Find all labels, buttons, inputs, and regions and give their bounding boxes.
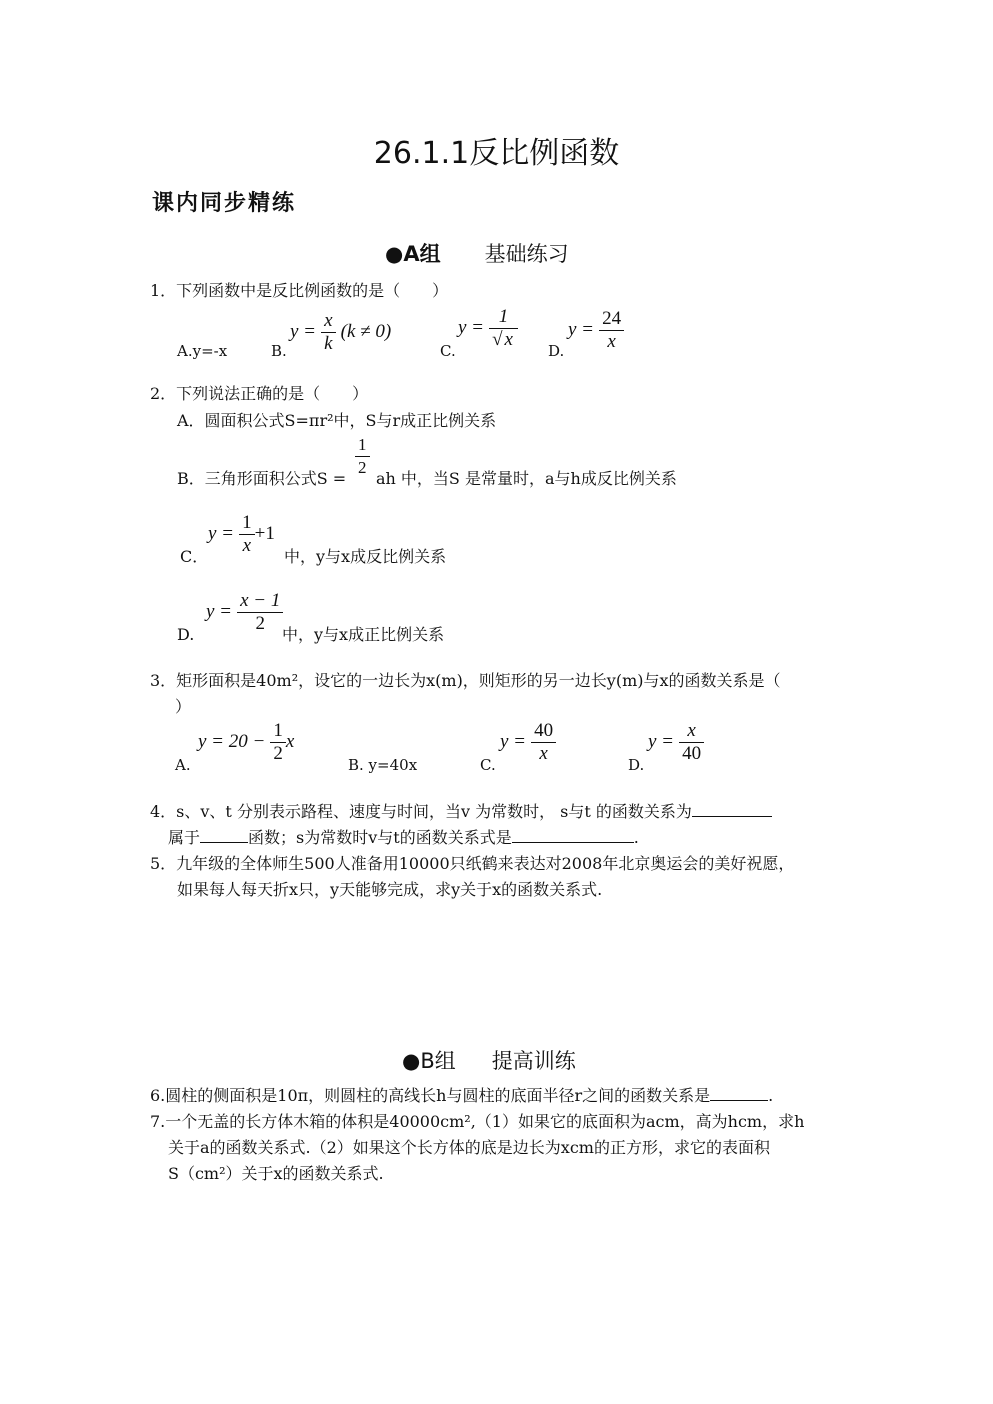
answer-blank [512,826,634,843]
question-6: 6.圆柱的侧面积是10π，则圆柱的高线长h与圆柱的底面半径r之间的函数关系是 . [150,1086,774,1105]
group-b-header [402,1045,576,1075]
question-2-option-b-post: ah 中，当S 是常量时，a与h成反比例关系 [376,469,677,488]
question-1-option-d-formula: y = $\frac{24}{x}$ [568,308,624,353]
question-4-line-2: 属于 函数；s为常数时v与t的函数关系式是 . [168,828,639,847]
question-1-option-d-label: D. [548,342,565,360]
question-2-option-c-label: C． [180,547,209,566]
question-3-option-a-formula: y = 20 − $\frac{1}{2}$ x [198,720,295,764]
group-a-label: 基础练习 [484,242,569,266]
question-3-option-c-label: C. [480,756,496,774]
question-7-line-3: S（cm²）关于x的函数关系式. [168,1164,384,1183]
group-b-name: B组 [420,1049,456,1073]
question-1-option-c-formula: y = $\frac{1}{√ x}$ [458,306,518,351]
bullet-icon: ● [385,242,404,266]
fraction: $\frac{1}{x}$ [239,512,255,557]
bullet-icon: ● [402,1049,421,1073]
question-3-option-b: B. y=40x [348,756,418,774]
question-2-option-c-formula: y = $\frac{1}{x}$ +1 [208,512,275,556]
fraction: $\frac{40}{x}$ [531,720,556,765]
question-2-option-b-fraction: $\frac{1}{2}$ [355,434,370,479]
question-5-line-2: 如果每人每天折x只，y天能够完成，求y关于x的函数关系式. [177,880,603,899]
question-1-stem: 1．下列函数中是反比例函数的是（ ） [150,281,449,300]
question-1-option-b-formula: y = $\frac{x}{k}$ (k ≠ 0) [290,310,392,354]
question-4-line-1: 4．s、v、t 分别表示路程、速度与时间，当v 为常数时， s与t 的函数关系为 [150,799,772,825]
question-3-option-c-formula: y = $\frac{40}{x}$ [500,720,556,765]
page-title: 26.1.1反比例函数 [373,136,620,171]
question-3-stem: 3．矩形面积是40m²，设它的一边长为x(m)，则矩形的另一边长y(m)与x的函数关系是（ [150,671,781,690]
fraction: $\frac{1}{2}$ [270,720,286,765]
question-3-option-d-label: D. [628,756,645,774]
question-2-option-a: A．圆面积公式S=πr²中，S与r成正比例关系 [177,411,497,430]
section-subtitle: 课内同步精练 [152,191,297,216]
group-a-name: A组 [403,242,441,266]
question-1-option-b-label: B. [271,342,287,360]
question-2-option-d-label: D. [177,625,195,644]
question-2-option-d-formula: y = $\frac{x - 1}{2}$ [206,590,283,635]
fraction: $\frac{x}{40}$ [679,720,704,765]
question-2-option-c-post: 中，y与x成反比例关系 [284,547,447,566]
sqrt-icon: √ [492,329,503,350]
question-7-line-1: 7.一个无盖的长方体木箱的体积是40000cm²,（1）如果它的底面积为acm，高为hcm，求h [150,1112,805,1131]
fraction: $\frac{x - 1}{2}$ [237,590,283,635]
group-a-header [385,238,569,268]
question-3-stem-end: ） [175,697,192,716]
question-2-option-b-pre: B．三角形面积公式S = [177,469,347,488]
fraction: $\frac{24}{x}$ [599,308,624,353]
fraction: $\frac{1}{√ x}$ [489,306,518,351]
answer-blank [200,826,248,843]
question-2-option-d-post: 中，y与x成正比例关系 [282,625,445,644]
question-3-option-d-formula: y = $\frac{x}{40}$ [648,720,704,765]
question-2-stem: 2．下列说法正确的是（ ） [150,384,369,403]
group-b-label: 提高训练 [491,1049,576,1073]
question-7-line-2: 关于a的函数关系式.（2）如果这个长方体的底是边长为xcm的正方形，求它的表面积 [168,1138,770,1157]
answer-blank [692,800,772,817]
answer-blank [710,1084,768,1101]
fraction: $\frac{x}{k}$ [321,310,335,355]
question-5-line-1: 5．九年级的全体师生500人准备用10000只纸鹤来表达对2008年北京奥运会的美好祝愿， [150,854,795,873]
question-3-option-a-label: A. [175,756,191,774]
question-1-option-c-label: C. [440,342,456,360]
question-1-option-a: A.y=-x [177,342,228,360]
